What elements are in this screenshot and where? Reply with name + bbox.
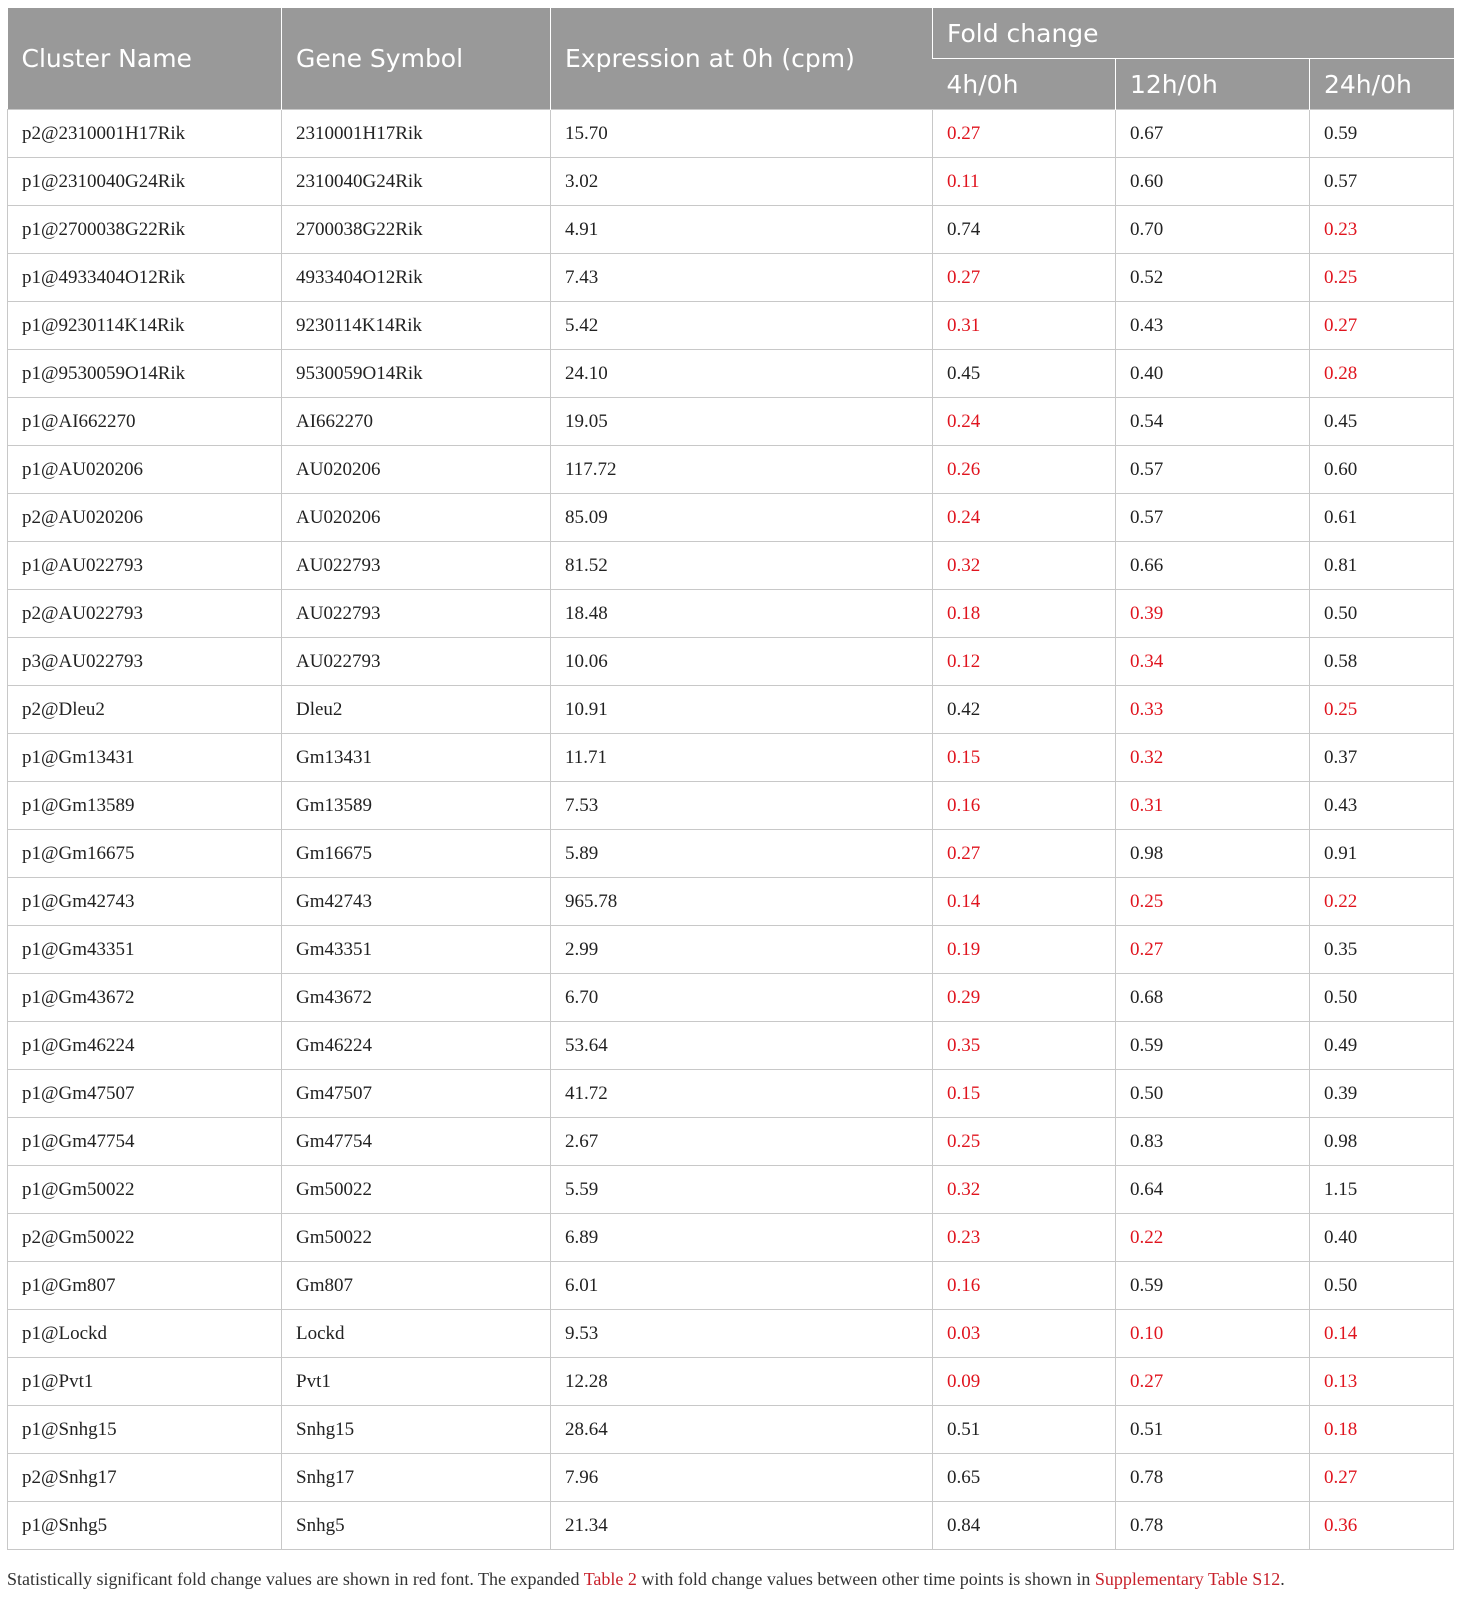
cell-fold-change-4h: 0.65: [933, 1454, 1116, 1502]
table-row: [8, 1022, 1454, 1070]
cell-fold-change-24h: 0.39: [1310, 1070, 1454, 1118]
table-row: [8, 1118, 1454, 1166]
cell-fold-change-4h: 0.11: [933, 158, 1116, 206]
cell-gene-symbol: 2310040G24Rik: [282, 158, 551, 206]
cell-cluster-name: p1@Gm43672: [8, 974, 282, 1022]
cell-expression: 19.05: [551, 398, 933, 446]
footnote-text-1: Statistically significant fold change values are shown in red font. The expanded: [7, 1569, 584, 1589]
cell-cluster-name: p1@Gm46224: [8, 1022, 282, 1070]
cell-fold-change-12h: 0.43: [1116, 302, 1310, 350]
cell-expression: 21.34: [551, 1502, 933, 1550]
table-row: [8, 734, 1454, 782]
cell-gene-symbol: Gm50022: [282, 1166, 551, 1214]
cell-expression: 24.10: [551, 350, 933, 398]
cell-cluster-name: p1@9530059O14Rik: [8, 350, 282, 398]
cell-cluster-name: p2@AU022793: [8, 590, 282, 638]
cell-expression: 5.42: [551, 302, 933, 350]
cell-fold-change-4h: 0.19: [933, 926, 1116, 974]
cell-cluster-name: p2@AU020206: [8, 494, 282, 542]
cell-fold-change-4h: 0.26: [933, 446, 1116, 494]
cell-fold-change-12h: 0.57: [1116, 494, 1310, 542]
table-row: [8, 1262, 1454, 1310]
cell-expression: 6.89: [551, 1214, 933, 1262]
cell-fold-change-24h: 0.37: [1310, 734, 1454, 782]
cell-fold-change-4h: 0.24: [933, 494, 1116, 542]
cell-gene-symbol: Gm13431: [282, 734, 551, 782]
cell-fold-change-4h: 0.45: [933, 350, 1116, 398]
cell-fold-change-12h: 0.78: [1116, 1454, 1310, 1502]
table-row: [8, 1166, 1454, 1214]
table-header: [8, 8, 1454, 110]
table-row: [8, 926, 1454, 974]
cell-fold-change-24h: 0.45: [1310, 398, 1454, 446]
cell-cluster-name: p1@2700038G22Rik: [8, 206, 282, 254]
cell-fold-change-24h: 0.25: [1310, 686, 1454, 734]
cell-fold-change-12h: 0.57: [1116, 446, 1310, 494]
cell-expression: 7.53: [551, 782, 933, 830]
cell-gene-symbol: Gm46224: [282, 1022, 551, 1070]
cell-expression: 3.02: [551, 158, 933, 206]
cell-fold-change-4h: 0.03: [933, 1310, 1116, 1358]
header-12h: 12h/0h: [1116, 59, 1310, 110]
cell-fold-change-12h: 0.25: [1116, 878, 1310, 926]
table-row: [8, 398, 1454, 446]
cell-expression: 18.48: [551, 590, 933, 638]
cell-gene-symbol: Snhg15: [282, 1406, 551, 1454]
cell-gene-symbol: Gm16675: [282, 830, 551, 878]
cell-expression: 6.70: [551, 974, 933, 1022]
cell-cluster-name: p1@AI662270: [8, 398, 282, 446]
cell-expression: 85.09: [551, 494, 933, 542]
table-row: [8, 1406, 1454, 1454]
cell-cluster-name: p1@Gm13589: [8, 782, 282, 830]
cell-fold-change-24h: 0.58: [1310, 638, 1454, 686]
cell-fold-change-24h: 1.15: [1310, 1166, 1454, 1214]
table-row: [8, 254, 1454, 302]
table-body: [8, 110, 1454, 1550]
cell-cluster-name: p1@Pvt1: [8, 1358, 282, 1406]
header-fold-change: Fold change: [933, 8, 1454, 59]
table-row: [8, 206, 1454, 254]
cell-cluster-name: p1@Gm807: [8, 1262, 282, 1310]
cell-cluster-name: p1@Gm50022: [8, 1166, 282, 1214]
table-row: [8, 590, 1454, 638]
cell-gene-symbol: Gm43672: [282, 974, 551, 1022]
table-row: [8, 830, 1454, 878]
cell-gene-symbol: Gm43351: [282, 926, 551, 974]
cell-fold-change-12h: 0.78: [1116, 1502, 1310, 1550]
cell-expression: 53.64: [551, 1022, 933, 1070]
cell-gene-symbol: 4933404O12Rik: [282, 254, 551, 302]
table-row: [8, 158, 1454, 206]
table-row: [8, 782, 1454, 830]
cell-cluster-name: p2@2310001H17Rik: [8, 110, 282, 158]
cell-gene-symbol: 9230114K14Rik: [282, 302, 551, 350]
cell-expression: 6.01: [551, 1262, 933, 1310]
cell-fold-change-4h: 0.32: [933, 542, 1116, 590]
cell-fold-change-12h: 0.33: [1116, 686, 1310, 734]
cell-expression: 7.43: [551, 254, 933, 302]
cell-fold-change-12h: 0.22: [1116, 1214, 1310, 1262]
cell-expression: 9.53: [551, 1310, 933, 1358]
cell-fold-change-12h: 0.60: [1116, 158, 1310, 206]
cell-fold-change-4h: 0.31: [933, 302, 1116, 350]
cell-fold-change-12h: 0.27: [1116, 1358, 1310, 1406]
cell-fold-change-24h: 0.18: [1310, 1406, 1454, 1454]
cell-cluster-name: p1@AU020206: [8, 446, 282, 494]
cell-gene-symbol: Dleu2: [282, 686, 551, 734]
table-row: [8, 542, 1454, 590]
cell-expression: 12.28: [551, 1358, 933, 1406]
cell-gene-symbol: Gm50022: [282, 1214, 551, 1262]
cell-expression: 10.91: [551, 686, 933, 734]
cell-cluster-name: p1@Gm13431: [8, 734, 282, 782]
cell-gene-symbol: AU020206: [282, 446, 551, 494]
cell-gene-symbol: AU022793: [282, 638, 551, 686]
cell-cluster-name: p1@Snhg15: [8, 1406, 282, 1454]
cell-fold-change-12h: 0.32: [1116, 734, 1310, 782]
table-container: [7, 8, 1453, 1550]
table-footnote: [7, 1569, 1285, 1590]
cell-fold-change-4h: 0.16: [933, 782, 1116, 830]
cell-cluster-name: p1@Gm16675: [8, 830, 282, 878]
cell-fold-change-24h: 0.59: [1310, 110, 1454, 158]
cell-cluster-name: p1@Lockd: [8, 1310, 282, 1358]
table-row: [8, 494, 1454, 542]
cell-gene-symbol: 9530059O14Rik: [282, 350, 551, 398]
cell-fold-change-4h: 0.15: [933, 734, 1116, 782]
cell-fold-change-4h: 0.12: [933, 638, 1116, 686]
cell-fold-change-4h: 0.23: [933, 1214, 1116, 1262]
table-row: [8, 1310, 1454, 1358]
cell-expression: 5.59: [551, 1166, 933, 1214]
cell-fold-change-4h: 0.32: [933, 1166, 1116, 1214]
table-row: [8, 350, 1454, 398]
cell-gene-symbol: Snhg17: [282, 1454, 551, 1502]
cell-gene-symbol: AU020206: [282, 494, 551, 542]
cell-fold-change-12h: 0.83: [1116, 1118, 1310, 1166]
cell-gene-symbol: AI662270: [282, 398, 551, 446]
cell-cluster-name: p1@Gm47754: [8, 1118, 282, 1166]
cell-expression: 11.71: [551, 734, 933, 782]
cell-cluster-name: p2@Snhg17: [8, 1454, 282, 1502]
fold-change-table: [7, 8, 1454, 1550]
table-row: [8, 302, 1454, 350]
cell-gene-symbol: Gm13589: [282, 782, 551, 830]
cell-fold-change-24h: 0.43: [1310, 782, 1454, 830]
cell-fold-change-24h: 0.27: [1310, 1454, 1454, 1502]
cell-fold-change-4h: 0.27: [933, 110, 1116, 158]
cell-fold-change-4h: 0.09: [933, 1358, 1116, 1406]
footnote-text-2: with fold change values between other time points is shown in: [636, 1569, 1095, 1589]
cell-fold-change-24h: 0.49: [1310, 1022, 1454, 1070]
cell-fold-change-12h: 0.66: [1116, 542, 1310, 590]
cell-fold-change-4h: 0.29: [933, 974, 1116, 1022]
cell-fold-change-4h: 0.14: [933, 878, 1116, 926]
cell-expression: 41.72: [551, 1070, 933, 1118]
header-24h: 24h/0h: [1310, 59, 1454, 110]
cell-expression: 2.99: [551, 926, 933, 974]
cell-cluster-name: p1@4933404O12Rik: [8, 254, 282, 302]
cell-fold-change-12h: 0.27: [1116, 926, 1310, 974]
cell-fold-change-24h: 0.98: [1310, 1118, 1454, 1166]
cell-fold-change-12h: 0.59: [1116, 1262, 1310, 1310]
table-row: [8, 1070, 1454, 1118]
cell-expression: 7.96: [551, 1454, 933, 1502]
cell-gene-symbol: Pvt1: [282, 1358, 551, 1406]
cell-fold-change-4h: 0.42: [933, 686, 1116, 734]
table-row: [8, 974, 1454, 1022]
cell-cluster-name: p2@Gm50022: [8, 1214, 282, 1262]
cell-gene-symbol: Gm42743: [282, 878, 551, 926]
cell-fold-change-4h: 0.18: [933, 590, 1116, 638]
cell-gene-symbol: Gm807: [282, 1262, 551, 1310]
cell-fold-change-24h: 0.57: [1310, 158, 1454, 206]
cell-expression: 15.70: [551, 110, 933, 158]
cell-fold-change-4h: 0.16: [933, 1262, 1116, 1310]
cell-fold-change-24h: 0.60: [1310, 446, 1454, 494]
cell-expression: 117.72: [551, 446, 933, 494]
cell-fold-change-12h: 0.67: [1116, 110, 1310, 158]
cell-fold-change-4h: 0.51: [933, 1406, 1116, 1454]
cell-fold-change-24h: 0.61: [1310, 494, 1454, 542]
cell-fold-change-4h: 0.35: [933, 1022, 1116, 1070]
cell-fold-change-12h: 0.70: [1116, 206, 1310, 254]
cell-fold-change-4h: 0.27: [933, 254, 1116, 302]
cell-fold-change-24h: 0.36: [1310, 1502, 1454, 1550]
cell-fold-change-24h: 0.23: [1310, 206, 1454, 254]
table-row: [8, 1454, 1454, 1502]
cell-fold-change-24h: 0.50: [1310, 590, 1454, 638]
cell-expression: 965.78: [551, 878, 933, 926]
cell-expression: 4.91: [551, 206, 933, 254]
cell-gene-symbol: AU022793: [282, 590, 551, 638]
cell-gene-symbol: AU022793: [282, 542, 551, 590]
cell-fold-change-12h: 0.39: [1116, 590, 1310, 638]
cell-fold-change-12h: 0.68: [1116, 974, 1310, 1022]
cell-fold-change-12h: 0.50: [1116, 1070, 1310, 1118]
table-row: [8, 110, 1454, 158]
table-row: [8, 1502, 1454, 1550]
cell-fold-change-12h: 0.98: [1116, 830, 1310, 878]
cell-fold-change-12h: 0.51: [1116, 1406, 1310, 1454]
cell-gene-symbol: Gm47507: [282, 1070, 551, 1118]
cell-fold-change-24h: 0.14: [1310, 1310, 1454, 1358]
cell-fold-change-4h: 0.24: [933, 398, 1116, 446]
cell-fold-change-4h: 0.74: [933, 206, 1116, 254]
cell-fold-change-24h: 0.25: [1310, 254, 1454, 302]
table-row: [8, 446, 1454, 494]
cell-fold-change-12h: 0.40: [1116, 350, 1310, 398]
header-cluster-name: Cluster Name: [8, 8, 282, 110]
cell-fold-change-24h: 0.81: [1310, 542, 1454, 590]
cell-expression: 5.89: [551, 830, 933, 878]
table-row: [8, 878, 1454, 926]
table-row: [8, 1214, 1454, 1262]
cell-cluster-name: p2@Dleu2: [8, 686, 282, 734]
cell-fold-change-24h: 0.27: [1310, 302, 1454, 350]
table-row: [8, 638, 1454, 686]
table-row: [8, 686, 1454, 734]
table-2-link[interactable]: Table 2: [583, 1569, 637, 1589]
cell-expression: 10.06: [551, 638, 933, 686]
cell-fold-change-12h: 0.59: [1116, 1022, 1310, 1070]
header-gene-symbol: Gene Symbol: [282, 8, 551, 110]
cell-fold-change-24h: 0.50: [1310, 974, 1454, 1022]
table-row: [8, 1358, 1454, 1406]
cell-fold-change-24h: 0.35: [1310, 926, 1454, 974]
cell-cluster-name: p1@Gm43351: [8, 926, 282, 974]
cell-cluster-name: p3@AU022793: [8, 638, 282, 686]
cell-fold-change-12h: 0.54: [1116, 398, 1310, 446]
cell-fold-change-4h: 0.15: [933, 1070, 1116, 1118]
cell-fold-change-4h: 0.27: [933, 830, 1116, 878]
cell-fold-change-12h: 0.31: [1116, 782, 1310, 830]
cell-gene-symbol: 2310001H17Rik: [282, 110, 551, 158]
cell-gene-symbol: Gm47754: [282, 1118, 551, 1166]
cell-fold-change-24h: 0.28: [1310, 350, 1454, 398]
header-4h: 4h/0h: [933, 59, 1116, 110]
footnote-text-3: .: [1280, 1569, 1285, 1589]
cell-fold-change-24h: 0.91: [1310, 830, 1454, 878]
cell-gene-symbol: Lockd: [282, 1310, 551, 1358]
cell-cluster-name: p1@9230114K14Rik: [8, 302, 282, 350]
cell-fold-change-24h: 0.13: [1310, 1358, 1454, 1406]
cell-fold-change-12h: 0.10: [1116, 1310, 1310, 1358]
supplementary-table-link[interactable]: Supplementary Table S12: [1094, 1569, 1281, 1589]
cell-cluster-name: p1@Gm47507: [8, 1070, 282, 1118]
cell-gene-symbol: 2700038G22Rik: [282, 206, 551, 254]
cell-cluster-name: p1@AU022793: [8, 542, 282, 590]
cell-fold-change-12h: 0.52: [1116, 254, 1310, 302]
cell-fold-change-24h: 0.22: [1310, 878, 1454, 926]
cell-expression: 2.67: [551, 1118, 933, 1166]
cell-fold-change-4h: 0.84: [933, 1502, 1116, 1550]
cell-fold-change-24h: 0.50: [1310, 1262, 1454, 1310]
cell-cluster-name: p1@Gm42743: [8, 878, 282, 926]
cell-cluster-name: p1@2310040G24Rik: [8, 158, 282, 206]
cell-fold-change-24h: 0.40: [1310, 1214, 1454, 1262]
cell-expression: 28.64: [551, 1406, 933, 1454]
cell-expression: 81.52: [551, 542, 933, 590]
cell-gene-symbol: Snhg5: [282, 1502, 551, 1550]
cell-fold-change-12h: 0.34: [1116, 638, 1310, 686]
header-expression: Expression at 0h (cpm): [551, 8, 933, 110]
cell-fold-change-4h: 0.25: [933, 1118, 1116, 1166]
cell-fold-change-12h: 0.64: [1116, 1166, 1310, 1214]
cell-cluster-name: p1@Snhg5: [8, 1502, 282, 1550]
